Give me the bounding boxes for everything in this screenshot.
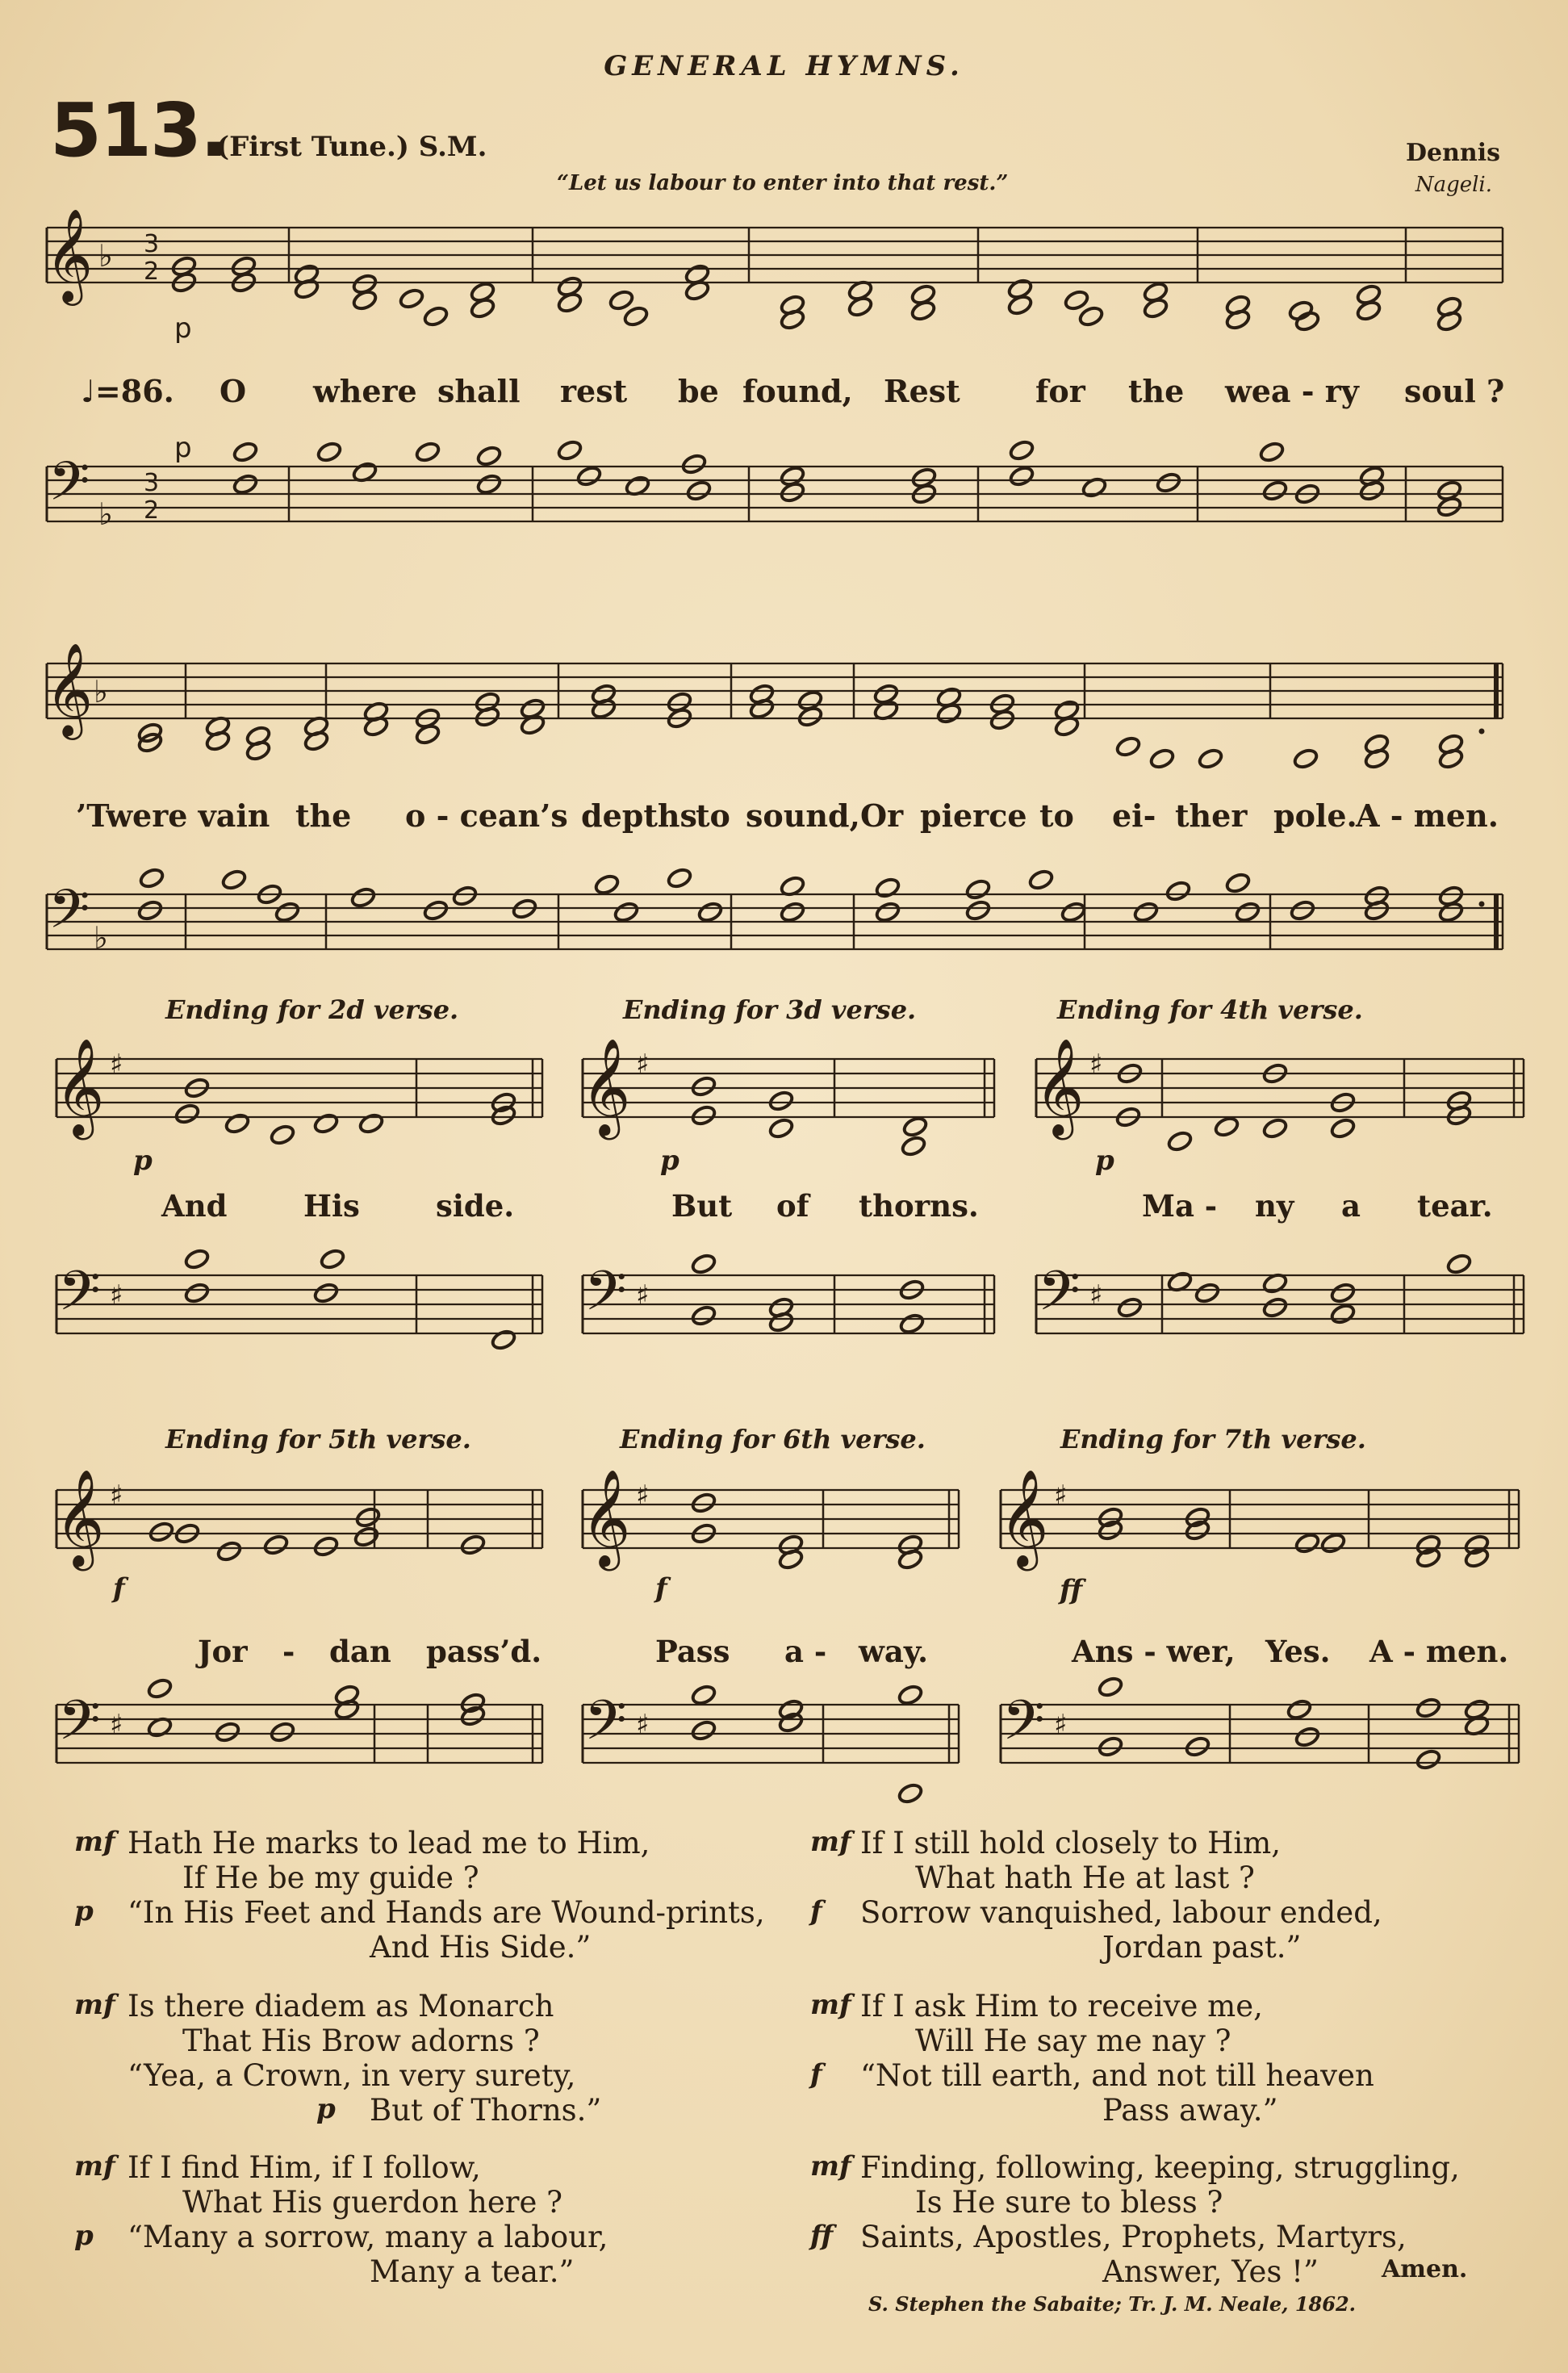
half-note bbox=[1165, 880, 1192, 902]
half-note bbox=[1286, 1698, 1313, 1721]
dynamic-mark: mf bbox=[810, 1989, 851, 2021]
lyric-word: shall bbox=[437, 373, 521, 409]
lyric-word: pass’d. bbox=[426, 1634, 542, 1669]
verse-line: Pass away.” bbox=[1102, 2093, 1278, 2128]
half-note bbox=[691, 1719, 717, 1742]
treble-clef-icon: 𝄞 bbox=[45, 207, 94, 302]
dynamic-mark: mf bbox=[74, 1989, 115, 2021]
sharp-icon: ♯ bbox=[1089, 1279, 1103, 1312]
verse-line: Hath He marks to lead me to Him, bbox=[128, 1826, 650, 1860]
half-note bbox=[1156, 471, 1182, 494]
half-note bbox=[221, 868, 248, 891]
half-note bbox=[875, 901, 901, 923]
bass-clef-icon: 𝄢 bbox=[58, 1689, 101, 1766]
dynamic-mark: f bbox=[655, 1572, 667, 1605]
lyric-word: pierce bbox=[920, 797, 1027, 834]
verse-line: If I ask Him to receive me, bbox=[860, 1989, 1263, 2024]
time-sig: 2 bbox=[144, 257, 160, 286]
half-note bbox=[1009, 439, 1035, 462]
half-note bbox=[1294, 310, 1321, 333]
lyric-word: Ma - bbox=[1142, 1188, 1218, 1224]
lyric-word: way. bbox=[859, 1634, 928, 1669]
bass-clef-icon: 𝄢 bbox=[58, 1260, 101, 1337]
half-note bbox=[139, 867, 165, 889]
ending-label: Ending for 2d verse. bbox=[165, 994, 459, 1025]
half-note bbox=[1225, 872, 1252, 894]
lyric-word: found, bbox=[742, 373, 853, 409]
lyric-word: A - men. bbox=[1369, 1634, 1509, 1669]
dot bbox=[1479, 902, 1485, 907]
half-note bbox=[1060, 901, 1087, 923]
running-head: GENERAL HYMNS. bbox=[604, 50, 964, 82]
dynamic-mark: mf bbox=[74, 2150, 115, 2183]
half-note bbox=[1198, 747, 1224, 770]
bass-clef-icon: 𝄢 bbox=[1002, 1689, 1045, 1766]
lyric-word: the bbox=[295, 797, 352, 834]
ending-label: Ending for 6th verse. bbox=[620, 1424, 926, 1454]
verse-line: “In His Feet and Hands are Wound-prints, bbox=[128, 1895, 765, 1930]
treble-clef-icon: 𝄞 bbox=[55, 1468, 105, 1567]
verse-line: Jordan past.” bbox=[1102, 1930, 1302, 1965]
half-note bbox=[691, 1684, 717, 1706]
sharp-icon: ♯ bbox=[636, 1709, 650, 1741]
verse-line: “Many a sorrow, many a labour, bbox=[128, 2220, 608, 2254]
half-note bbox=[274, 901, 301, 923]
half-note bbox=[1415, 1697, 1442, 1719]
half-note bbox=[691, 1253, 717, 1275]
half-note bbox=[1330, 1117, 1357, 1140]
half-note bbox=[1262, 1296, 1289, 1319]
dynamic-p: p bbox=[174, 312, 192, 345]
lyric-word: a bbox=[1341, 1188, 1361, 1224]
half-note bbox=[1098, 1676, 1124, 1698]
epigraph: “Let us labour to enter into that rest.” bbox=[557, 171, 1009, 195]
lyric-word: Rest bbox=[884, 373, 960, 409]
half-note bbox=[1290, 899, 1316, 922]
lyric-word: be bbox=[678, 373, 719, 409]
lyric-word: to bbox=[696, 797, 730, 834]
composer: Dennis bbox=[1405, 139, 1500, 167]
half-note bbox=[613, 901, 640, 923]
verse-line: Saints, Apostles, Prophets, Martyrs, bbox=[860, 2220, 1407, 2254]
half-note bbox=[557, 439, 583, 462]
half-note bbox=[184, 1248, 211, 1270]
verse-line: Many a tear.” bbox=[370, 2254, 575, 2289]
half-note bbox=[897, 1684, 924, 1706]
verse-line: “Yea, a Crown, in very surety, bbox=[128, 2058, 576, 2093]
lyric-word: a - bbox=[784, 1634, 827, 1669]
half-note bbox=[1294, 1532, 1321, 1555]
lyric-word: His bbox=[303, 1188, 360, 1224]
dynamic-p: p bbox=[174, 432, 192, 464]
dynamic-mark: f bbox=[810, 1895, 822, 1927]
half-note bbox=[147, 1677, 174, 1700]
half-note bbox=[608, 289, 635, 312]
half-note bbox=[697, 901, 724, 923]
half-note bbox=[897, 1782, 924, 1805]
lyric-word: Yes. bbox=[1265, 1634, 1331, 1669]
sharp-icon: ♯ bbox=[1054, 1709, 1068, 1741]
dynamic-mark: p bbox=[74, 2220, 94, 2252]
lyric-word: tear. bbox=[1417, 1188, 1493, 1224]
flat-icon: ♭ bbox=[98, 496, 113, 532]
half-note bbox=[224, 1112, 251, 1135]
ending-label: Ending for 3d verse. bbox=[623, 994, 917, 1025]
half-note bbox=[1149, 747, 1176, 770]
lyric-word: But bbox=[671, 1188, 733, 1224]
half-note bbox=[965, 899, 992, 922]
sharp-icon: ♯ bbox=[110, 1279, 123, 1312]
lyric-word: for bbox=[1035, 373, 1085, 409]
lyric-word: of bbox=[776, 1188, 809, 1224]
verse-line: If He be my guide ? bbox=[182, 1860, 479, 1895]
lyric-word: Ans - wer, bbox=[1072, 1634, 1236, 1669]
half-note bbox=[1330, 1282, 1357, 1304]
half-note bbox=[1235, 901, 1261, 923]
half-note bbox=[901, 1135, 927, 1157]
lyric-word: Or bbox=[860, 797, 904, 834]
bass-clef-icon: 𝄢 bbox=[584, 1260, 627, 1337]
half-note bbox=[184, 1282, 211, 1304]
half-note bbox=[1115, 735, 1142, 758]
half-note bbox=[415, 441, 441, 463]
flat-icon: ♭ bbox=[98, 238, 113, 274]
half-note bbox=[1133, 901, 1160, 923]
lyric-word: ny bbox=[1255, 1188, 1294, 1224]
dynamic-mark: ff bbox=[810, 2220, 834, 2252]
flat-icon: ♭ bbox=[94, 674, 108, 709]
half-note bbox=[780, 901, 806, 923]
sharp-icon: ♯ bbox=[110, 1709, 123, 1741]
half-note bbox=[965, 878, 992, 901]
lyric-word: ’Twere vain bbox=[76, 797, 270, 834]
half-note bbox=[691, 1304, 717, 1327]
verse-line: If I find Him, if I follow, bbox=[128, 2150, 481, 2185]
dynamic-mark: mf bbox=[74, 1826, 115, 1858]
half-note bbox=[1194, 1282, 1221, 1304]
lyric-word: ther bbox=[1175, 797, 1248, 834]
half-note bbox=[270, 1721, 296, 1743]
dynamic-mark: p bbox=[660, 1145, 679, 1177]
half-note bbox=[316, 441, 343, 463]
lyric-word: depths bbox=[581, 797, 697, 834]
verse-line: Is there diadem as Monarch bbox=[128, 1989, 554, 2024]
lyric-word: wea - ry bbox=[1225, 373, 1359, 409]
half-note bbox=[452, 885, 479, 907]
half-note bbox=[1294, 1726, 1321, 1748]
ending-label: Ending for 4th verse. bbox=[1057, 994, 1363, 1025]
half-note bbox=[353, 1526, 380, 1548]
lyric-word: the bbox=[1128, 373, 1185, 409]
ending-label: Ending for 7th verse. bbox=[1060, 1424, 1366, 1454]
half-note bbox=[1415, 1748, 1442, 1771]
lyric-word: ei- bbox=[1112, 797, 1156, 834]
half-note bbox=[358, 1112, 385, 1135]
verse-line: “Not till earth, and not till heaven bbox=[860, 2058, 1374, 2093]
half-note bbox=[1320, 1532, 1347, 1555]
half-note bbox=[1214, 1115, 1240, 1138]
verse-line: Will He say me nay ? bbox=[915, 2024, 1231, 2058]
half-note bbox=[491, 1329, 517, 1351]
half-note bbox=[667, 867, 693, 889]
half-note bbox=[681, 453, 708, 475]
bass-clef-icon: 𝄢 bbox=[1038, 1260, 1081, 1337]
half-note bbox=[1167, 1130, 1194, 1153]
time-sig: 2 bbox=[144, 496, 160, 525]
verse-line: What hath He at last ? bbox=[915, 1860, 1255, 1895]
half-note bbox=[399, 287, 425, 310]
verse-line: That His Brow adorns ? bbox=[182, 2024, 540, 2058]
half-note bbox=[1259, 441, 1286, 463]
treble-clef-icon: 𝄞 bbox=[999, 1468, 1049, 1567]
lyric-word: A - men. bbox=[1356, 797, 1499, 834]
dynamic-mark: mf bbox=[810, 2150, 851, 2183]
hymn-number: 513. bbox=[50, 87, 227, 174]
half-note bbox=[313, 1535, 340, 1558]
tempo-mark: ♩=86. bbox=[81, 373, 174, 409]
half-note bbox=[1098, 1735, 1124, 1758]
verse-line: If I still hold closely to Him, bbox=[860, 1826, 1282, 1860]
bass-clef-icon: 𝄢 bbox=[48, 878, 90, 953]
lyric-word: dan bbox=[329, 1634, 391, 1669]
lyric-word: And bbox=[161, 1188, 228, 1224]
dynamic-mark: f bbox=[113, 1572, 125, 1605]
half-note bbox=[270, 1124, 296, 1146]
half-note bbox=[137, 899, 164, 922]
half-note bbox=[232, 441, 259, 463]
half-note bbox=[423, 899, 449, 922]
half-note bbox=[686, 479, 713, 502]
time-sig: 3 bbox=[144, 469, 160, 497]
lyric-word: where bbox=[313, 373, 417, 409]
half-note bbox=[1078, 305, 1105, 328]
lyric-word: O bbox=[220, 373, 247, 409]
treble-clef-icon: 𝄞 bbox=[581, 1468, 631, 1567]
treble-clef-icon: 𝄞 bbox=[45, 642, 94, 736]
half-note bbox=[576, 465, 603, 488]
treble-clef-icon: 𝄞 bbox=[581, 1037, 631, 1136]
half-note bbox=[423, 305, 449, 328]
half-note bbox=[476, 445, 503, 467]
dynamic-mark: p bbox=[316, 2093, 336, 2125]
dynamic-mark: f bbox=[810, 2058, 822, 2090]
composer-sub: Nageli. bbox=[1415, 173, 1492, 197]
half-note bbox=[623, 305, 650, 328]
half-note bbox=[313, 1112, 340, 1135]
sharp-icon: ♯ bbox=[636, 1048, 650, 1081]
sharp-icon: ♯ bbox=[636, 1479, 650, 1512]
half-note bbox=[1262, 1117, 1289, 1140]
treble-clef-icon: 𝄞 bbox=[1035, 1037, 1085, 1136]
dot bbox=[1479, 729, 1485, 734]
lyric-word: thorns. bbox=[859, 1188, 979, 1224]
half-note bbox=[1064, 289, 1090, 312]
half-note bbox=[768, 1117, 795, 1140]
half-note bbox=[1185, 1735, 1211, 1758]
half-note bbox=[899, 1312, 926, 1335]
credit: S. Stephen the Sabaite; Tr. J. M. Neale, 1862. bbox=[868, 2292, 1356, 2316]
sharp-icon: ♯ bbox=[1054, 1479, 1068, 1512]
sharp-icon: ♯ bbox=[636, 1279, 650, 1312]
verse-line: Sorrow vanquished, labour ended, bbox=[860, 1895, 1382, 1930]
half-note bbox=[1117, 1296, 1144, 1319]
lyric-word: Pass bbox=[655, 1634, 730, 1669]
half-note bbox=[1262, 479, 1289, 502]
sharp-icon: ♯ bbox=[110, 1479, 123, 1512]
lyric-word: side. bbox=[436, 1188, 515, 1224]
ending-label: Ending for 5th verse. bbox=[165, 1424, 471, 1454]
half-note bbox=[232, 473, 259, 496]
half-note bbox=[1028, 868, 1055, 891]
half-note bbox=[691, 1075, 717, 1098]
tune-info: (First Tune.) S.M. bbox=[216, 131, 487, 163]
half-note bbox=[1330, 1303, 1357, 1325]
half-note bbox=[1293, 747, 1319, 770]
lyric-word: rest bbox=[560, 373, 628, 409]
half-note bbox=[594, 873, 621, 896]
dynamic-mark: p bbox=[133, 1145, 153, 1177]
half-note bbox=[768, 1090, 795, 1112]
half-note bbox=[691, 1104, 717, 1127]
amen: Amen. bbox=[1382, 2255, 1468, 2283]
dynamic-mark: mf bbox=[810, 1826, 851, 1858]
half-note bbox=[216, 1540, 243, 1563]
dynamic-mark: p bbox=[1095, 1145, 1114, 1177]
verse-line: Finding, following, keeping, struggling, bbox=[860, 2150, 1460, 2185]
verse-line: What His guerdon here ? bbox=[182, 2185, 562, 2220]
sharp-icon: ♯ bbox=[110, 1048, 123, 1081]
lyric-word: - bbox=[282, 1634, 295, 1669]
verse-line: Answer, Yes !” bbox=[1102, 2254, 1319, 2289]
half-note bbox=[350, 886, 377, 909]
dynamic-mark: ff bbox=[1060, 1574, 1083, 1606]
flat-icon: ♭ bbox=[94, 920, 108, 956]
half-note bbox=[691, 1492, 717, 1514]
half-note bbox=[902, 1115, 929, 1138]
lyric-word: sound, bbox=[746, 797, 860, 834]
half-note bbox=[148, 1521, 175, 1543]
bass-clef-icon: 𝄢 bbox=[584, 1689, 627, 1766]
verse-line: But of Thorns.” bbox=[370, 2093, 602, 2128]
lyric-word: to bbox=[1039, 797, 1074, 834]
lyric-word: o - cean’s bbox=[405, 797, 568, 834]
verse-line: And His Side.” bbox=[370, 1930, 592, 1965]
lyric-word: pole. bbox=[1273, 797, 1357, 834]
lyric-word: Jor bbox=[198, 1634, 248, 1669]
half-note bbox=[215, 1721, 241, 1743]
verse-line: Is He sure to bless ? bbox=[915, 2185, 1223, 2220]
half-note bbox=[1446, 1253, 1473, 1275]
treble-clef-icon: 𝄞 bbox=[55, 1037, 105, 1136]
dynamic-mark: p bbox=[74, 1895, 94, 1927]
lyric-word: soul ? bbox=[1404, 373, 1505, 409]
half-note bbox=[355, 1506, 382, 1529]
half-note bbox=[875, 877, 901, 899]
half-note bbox=[460, 1534, 487, 1556]
half-note bbox=[313, 1282, 340, 1304]
half-note bbox=[174, 1103, 201, 1125]
sharp-icon: ♯ bbox=[1089, 1048, 1103, 1081]
bass-clef-icon: 𝄢 bbox=[48, 450, 90, 525]
half-note bbox=[1009, 465, 1035, 488]
time-sig: 3 bbox=[144, 230, 160, 258]
half-note bbox=[320, 1248, 346, 1270]
half-note bbox=[263, 1534, 290, 1556]
half-note bbox=[476, 473, 503, 496]
